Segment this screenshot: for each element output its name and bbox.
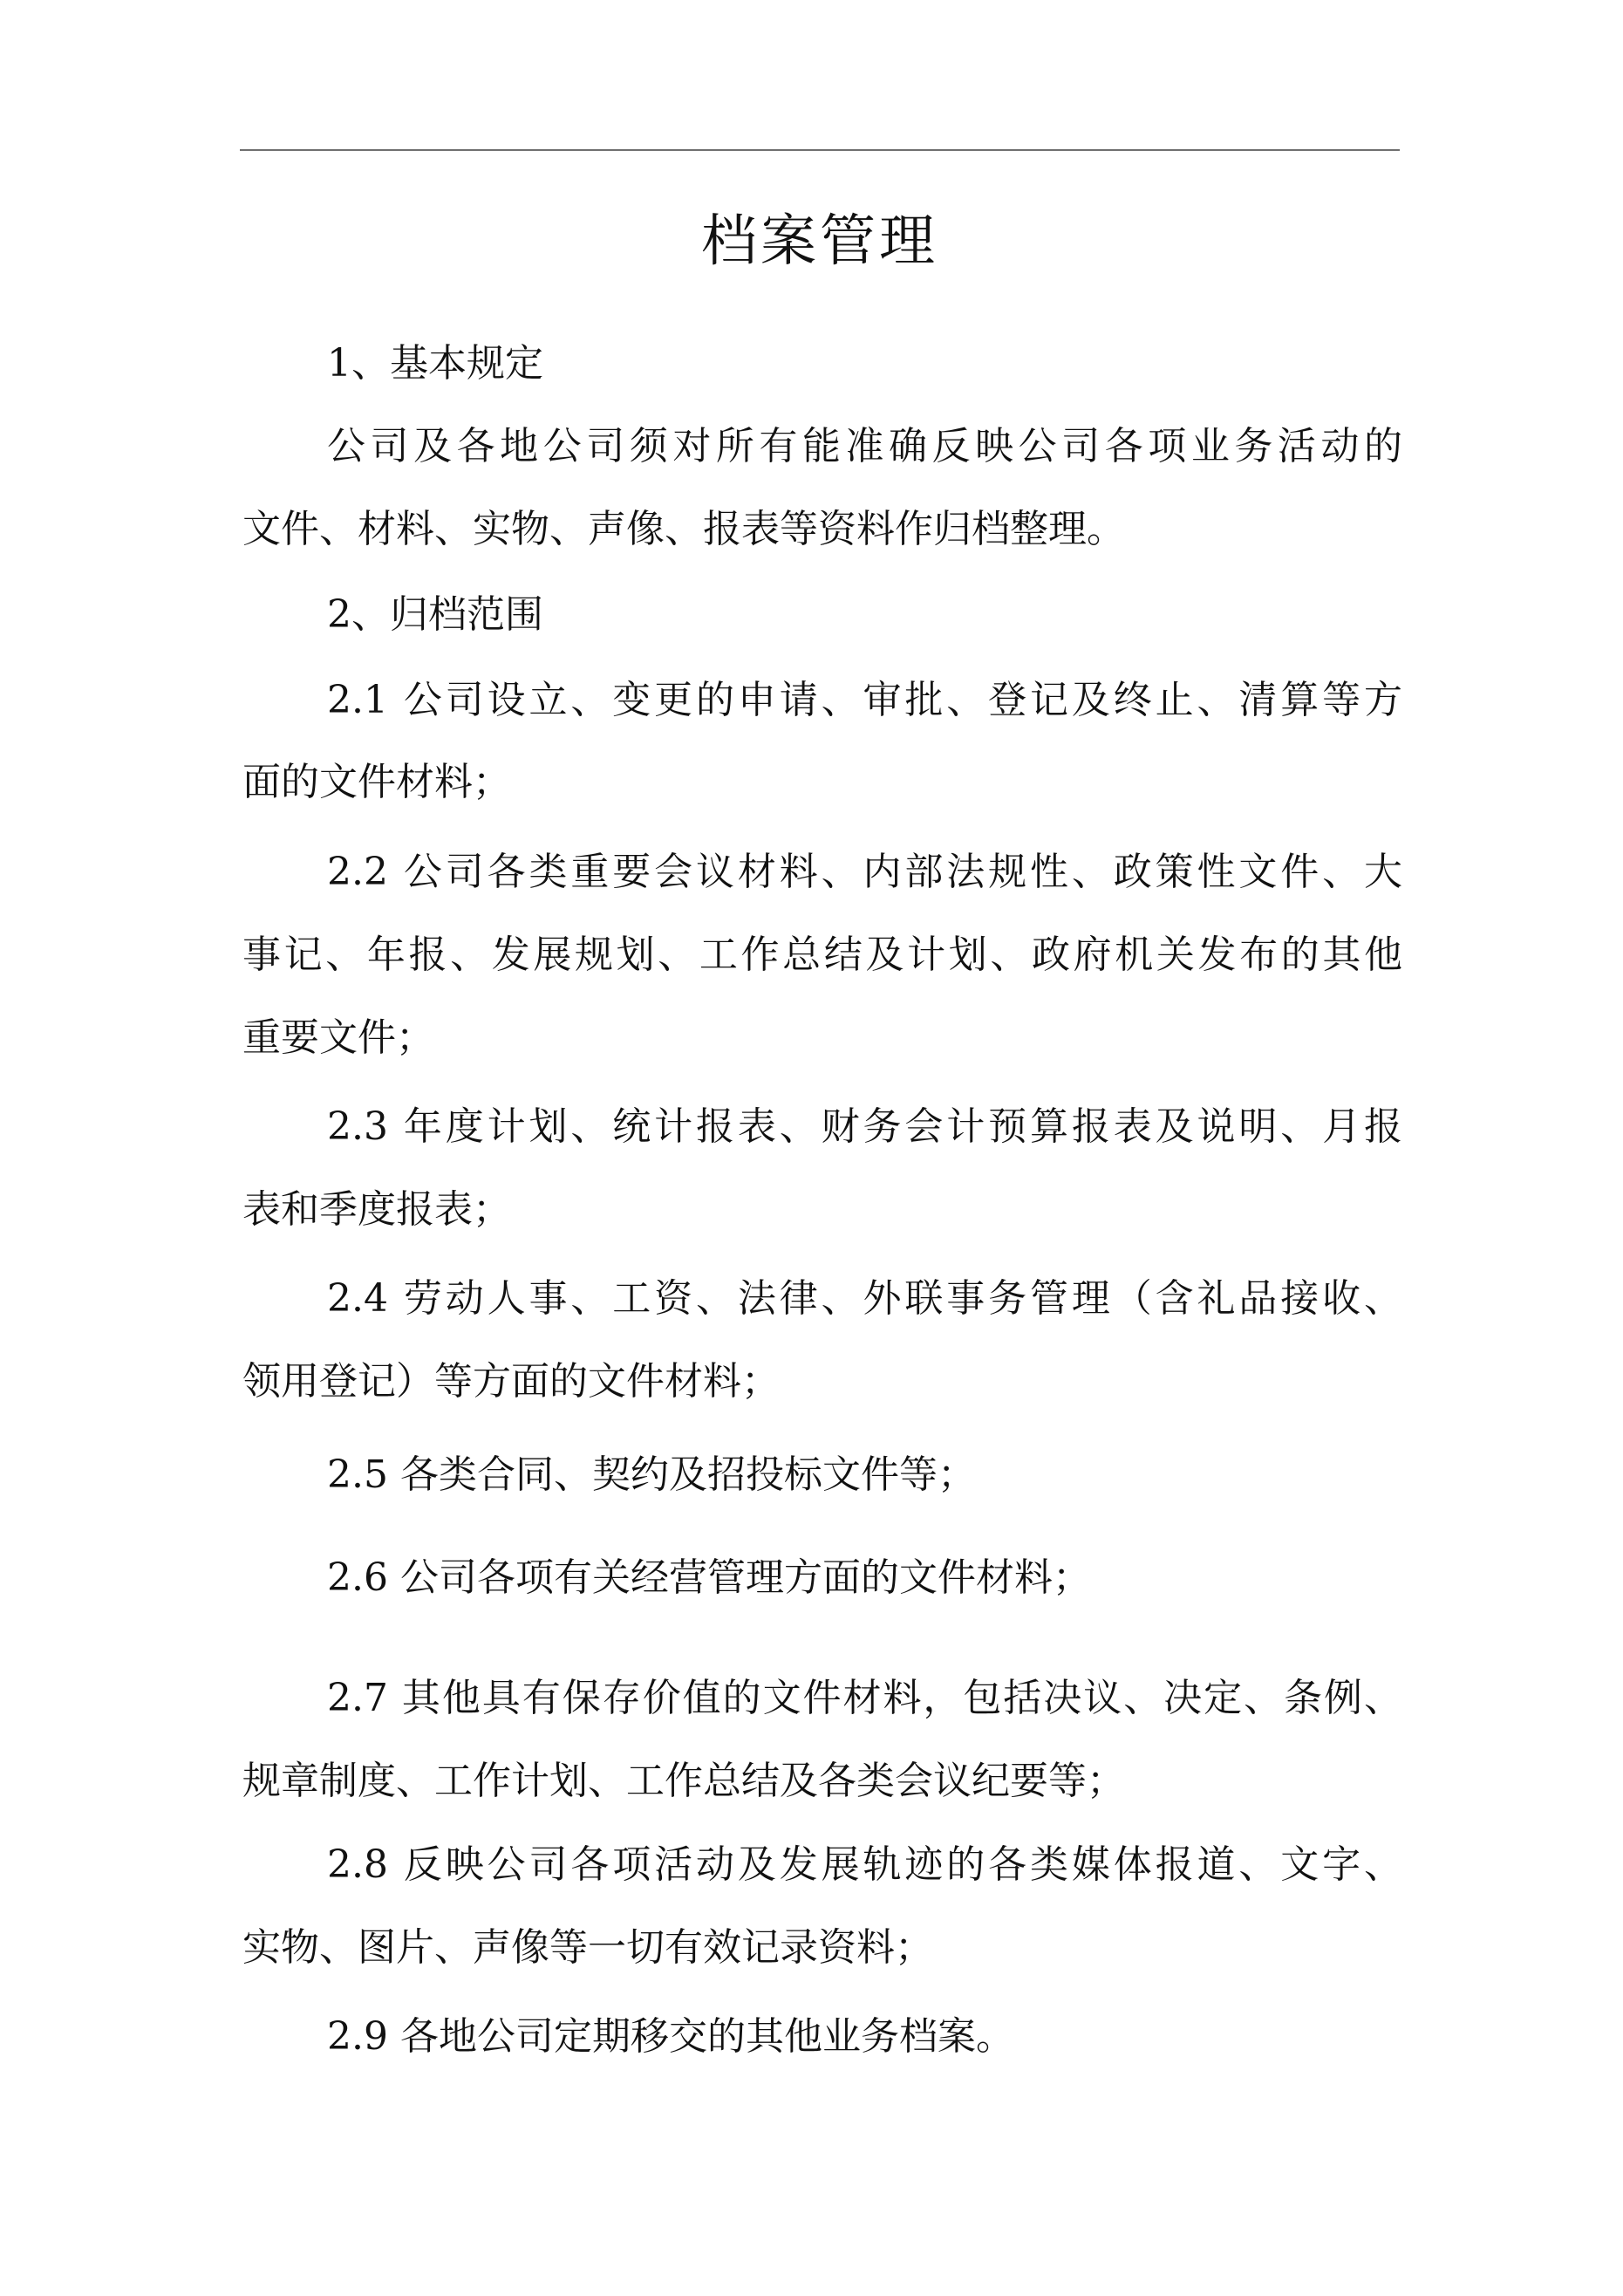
header-rule	[240, 149, 1400, 151]
paragraph-line: 事记、年报、发展规划、工作总结及计划、政府机关发布的其他	[242, 933, 1402, 977]
paragraph-line: 2.1 公司设立、变更的申请、审批、登记及终止、清算等方	[327, 678, 1402, 722]
paragraph-line: 面的文件材料；	[242, 760, 511, 804]
paragraph-line: 2.2 公司各类重要会议材料、内部法规性、政策性文件、大	[327, 850, 1402, 894]
paragraph-line: 2.8 反映公司各项活动及发展轨迹的各类媒体报道、文字、	[327, 1842, 1402, 1887]
paragraph-line: 表和季度报表；	[242, 1187, 511, 1232]
document-title: 档案管理	[701, 209, 938, 274]
paragraph-line: 2.3 年度计划、统计报表、财务会计预算报表及说明、月报	[327, 1104, 1402, 1149]
paragraph-line: 公司及各地公司须对所有能准确反映公司各项业务活动的	[327, 424, 1402, 468]
paragraph-line: 2.9 各地公司定期移交的其他业务档案。	[327, 2014, 1014, 2059]
paragraph-line: 文件、材料、实物、声像、报表等资料作归档整理。	[242, 507, 1125, 551]
paragraph-line: 2.7 其他具有保存价值的文件材料，包括决议、决定、条例、	[327, 1676, 1402, 1720]
paragraph-line: 2.4 劳动人事、工资、法律、外联事务管理（含礼品接收、	[327, 1276, 1402, 1321]
paragraph-line: 规章制度、工作计划、工作总结及各类会议纪要等；	[242, 1759, 1125, 1803]
paragraph-line: 实物、图片、声像等一切有效记录资料；	[242, 1925, 933, 1970]
section-heading-1: 1、基本规定	[327, 341, 543, 386]
paragraph-line: 2.6 公司各项有关经营管理方面的文件材料；	[327, 1555, 1091, 1600]
paragraph-line: 2.5 各类合同、契约及招投标文件等；	[327, 1452, 976, 1497]
paragraph-line: 领用登记）等方面的文件材料；	[242, 1359, 780, 1404]
paragraph-line: 重要文件；	[242, 1015, 434, 1060]
section-heading-2: 2、归档范围	[327, 592, 543, 637]
